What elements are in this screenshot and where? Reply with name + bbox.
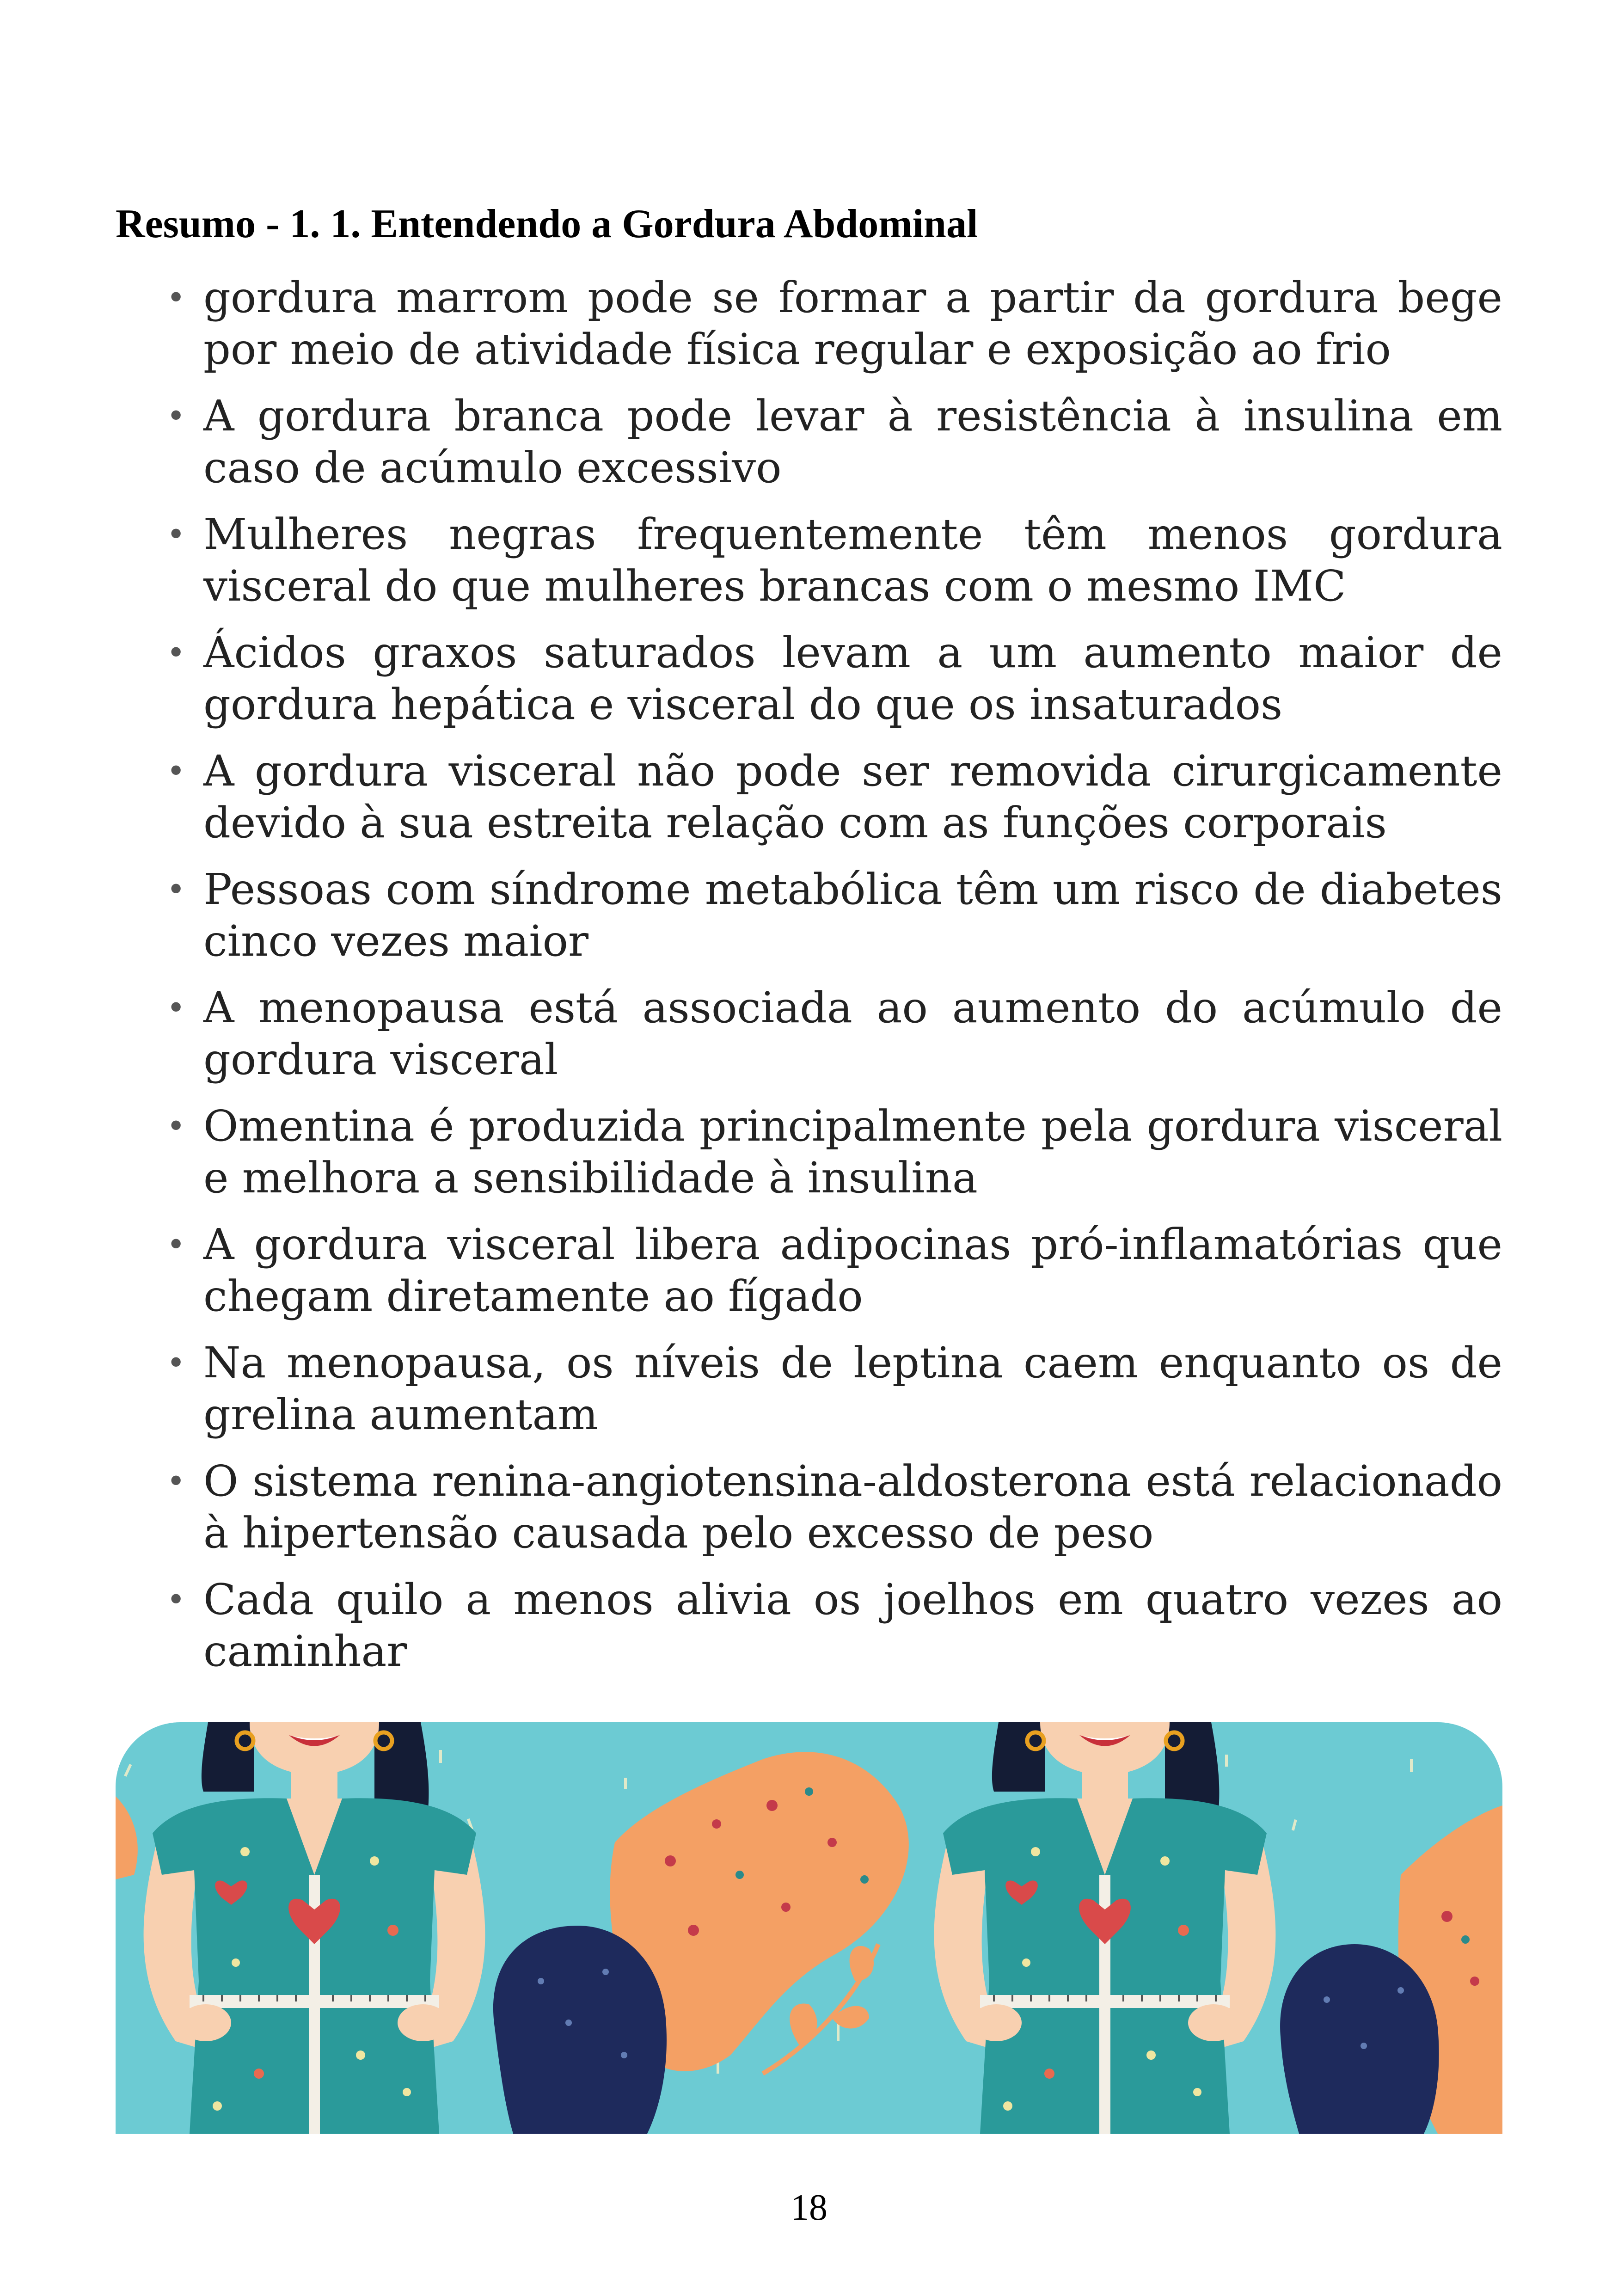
summary-list [116, 272, 1502, 1692]
illustration-banner [116, 1722, 1502, 2134]
list-item-text: Cada quilo a menos alivia os joelhos em quatro vezes ao caminhar [203, 1575, 1502, 1676]
list-item-text: Mulheres negras frequentemente têm menos gordura visceral do que mulheres brancas com o mesmo IMC [203, 510, 1502, 611]
list-item [116, 1100, 1502, 1204]
list-item [116, 390, 1502, 494]
list-item-text: Omentina é produzida principalmente pela gordura visceral e melhora a sensibilidade à insulina [203, 1101, 1502, 1203]
list-item-text: Pessoas com síndrome metabólica têm um risco de diabetes cinco vezes maior [203, 865, 1502, 966]
list-item [116, 745, 1502, 849]
bullet-icon: • [166, 1107, 186, 1145]
bullet-icon: • [166, 279, 186, 317]
list-item [116, 272, 1502, 375]
bullet-icon: • [166, 634, 186, 672]
bullet-icon: • [166, 752, 186, 790]
list-item [116, 982, 1502, 1086]
list-item-text: A gordura branca pode levar à resistência à insulina em caso de acúmulo excessivo [203, 391, 1502, 492]
list-item-text: gordura marrom pode se formar a partir da gordura bege por meio de atividade física regular e exposição ao frio [203, 273, 1502, 374]
bullet-icon: • [166, 397, 186, 435]
bullet-icon: • [166, 1226, 186, 1264]
list-item-text: A gordura visceral libera adipocinas pró-inflamatórias que chegam diretamente ao fígado [203, 1220, 1502, 1321]
bullet-icon: • [166, 1462, 186, 1500]
bullet-icon: • [166, 989, 186, 1027]
bullet-icon: • [166, 516, 186, 553]
list-item-text: A gordura visceral não pode ser removida cirurgicamente devido à sua estreita relação com as funções corporais [203, 746, 1502, 847]
page-number: 18 [791, 2187, 827, 2228]
list-item-text: A menopausa está associada ao aumento do acúmulo de gordura visceral [203, 983, 1502, 1084]
list-item-text: Na menopausa, os níveis de leptina caem enquanto os de grelina aumentam [203, 1338, 1502, 1439]
section-heading: Resumo - 1. 1. Entendendo a Gordura Abdominal [116, 202, 978, 246]
list-item-text: O sistema renina-angiotensina-aldosterona está relacionado à hipertensão causada pelo excesso de peso [203, 1456, 1502, 1558]
list-item [116, 1574, 1502, 1677]
list-item [116, 509, 1502, 612]
bullet-icon: • [166, 1581, 186, 1619]
bullet-icon: • [166, 1344, 186, 1382]
list-item [116, 1219, 1502, 1322]
list-item [116, 1337, 1502, 1441]
list-item [116, 864, 1502, 967]
bullet-icon: • [166, 871, 186, 909]
list-item-text: Ácidos graxos saturados levam a um aumento maior de gordura hepática e visceral do que os insaturados [203, 628, 1502, 729]
list-item [116, 627, 1502, 731]
woman-measuring-waist-illustration [116, 1722, 1502, 2134]
list-item [116, 1455, 1502, 1559]
